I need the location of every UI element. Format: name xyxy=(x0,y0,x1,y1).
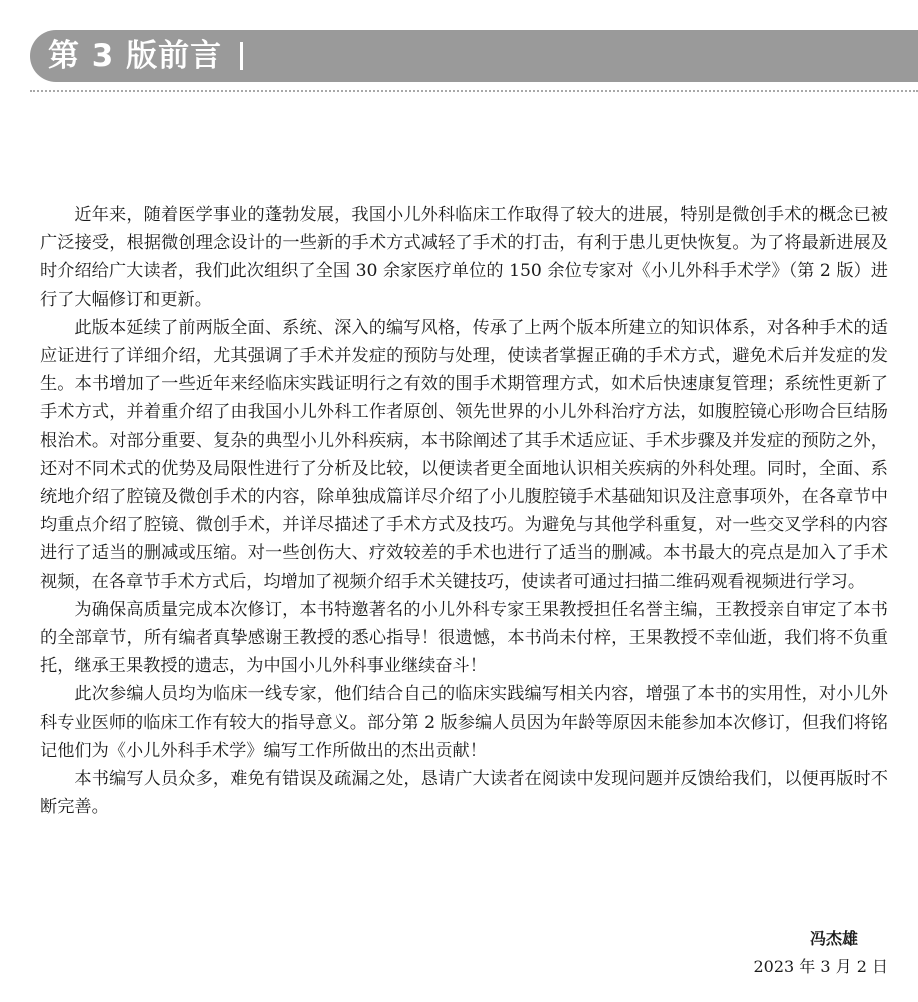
paragraph: 近年来，随着医学事业的蓬勃发展，我国小儿外科临床工作取得了较大的进展，特别是微创手术的概念已被广泛接受，根据微创理念设计的一些新的手术方式减轻了手术的打击，有利于患儿更快恢复。为了将最新进展及时介绍给广大读者，我们此次组织了全国 30 余家医疗单位的 150 余位专家对《小儿外科手术学》（第 2 版）进行了大幅修订和更新。 xyxy=(40,205,888,310)
paragraph: 为确保高质量完成本次修订，本书特邀著名的小儿外科专家王果教授担任名誉主编，王教授亲自审定了本书的全部章节，所有编者真挚感谢王教授的悉心指导！很遗憾，本书尚未付梓，王果教授不幸仙逝，我们将不负重托，继承王果教授的遗志，为中国小儿外科事业继续奋斗！ xyxy=(40,599,888,677)
title-separator xyxy=(240,42,243,70)
paragraph: 此版本延续了前两版全面、系统、深入的编写风格，传承了上两个版本所建立的知识体系，对各种手术的适应证进行了详细介绍，尤其强调了手术并发症的预防与处理，使读者掌握正确的手术方式，避免术后并发症的发生。本书增加了一些近年来经临床实践证明行之有效的围手术期管理方式，如术后快速康复管理；系统性更新了手术方式，并着重介绍了由我国小儿外科工作者原创、领先世界的小儿外科治疗方法，如腹腔镜心形吻合巨结肠根治术。对部分重要、复杂的典型小儿外科疾病，本书除阐述了其手术适应证、手术步骤及并发症的预防之外，还对不同术式的优势及局限性进行了分析及比较，以便读者更全面地认识相关疾病的外科处理。同时，全面、系统地介绍了腔镜及微创手术的内容，除单独成篇详尽介绍了小儿腹腔镜手术基础知识及注意事项外，在各章节中均重点介绍了腔镜、微创手术，并详尽描述了手术方式及技巧。为避免与其他学科重复，对一些交叉学科的内容进行了适当的删减或压缩。对一些创伤大、疗效较差的手术也进行了适当的删减。本书最大的亮点是加入了手术视频，在各章节手术方式后，均增加了视频介绍手术关键技巧，使读者可通过扫描二维码观看视频进行学习。 xyxy=(40,317,888,592)
signature-block xyxy=(753,925,888,981)
page-title: 第 3 版前言 xyxy=(48,37,223,74)
dotted-divider xyxy=(30,90,918,92)
paragraph: 此次参编人员均为临床一线专家，他们结合自己的临床实践编写相关内容，增强了本书的实用性，对小儿外科专业医师的临床工作有较大的指导意义。部分第 2 版参编人员因为年龄等原因未能参加本次修订，但我们将铭记他们为《小儿外科手术学》编写工作所做出的杰出贡献！ xyxy=(40,684,888,761)
header-bar xyxy=(30,30,918,82)
preface-body xyxy=(40,201,888,821)
sign-date: 2023 年 3 月 2 日 xyxy=(753,957,888,976)
paragraph: 本书编写人员众多，难免有错误及疏漏之处，恳请广大读者在阅读中发现问题并反馈给我们，以便再版时不断完善。 xyxy=(40,769,888,818)
author-name: 冯杰雄 xyxy=(809,929,858,948)
